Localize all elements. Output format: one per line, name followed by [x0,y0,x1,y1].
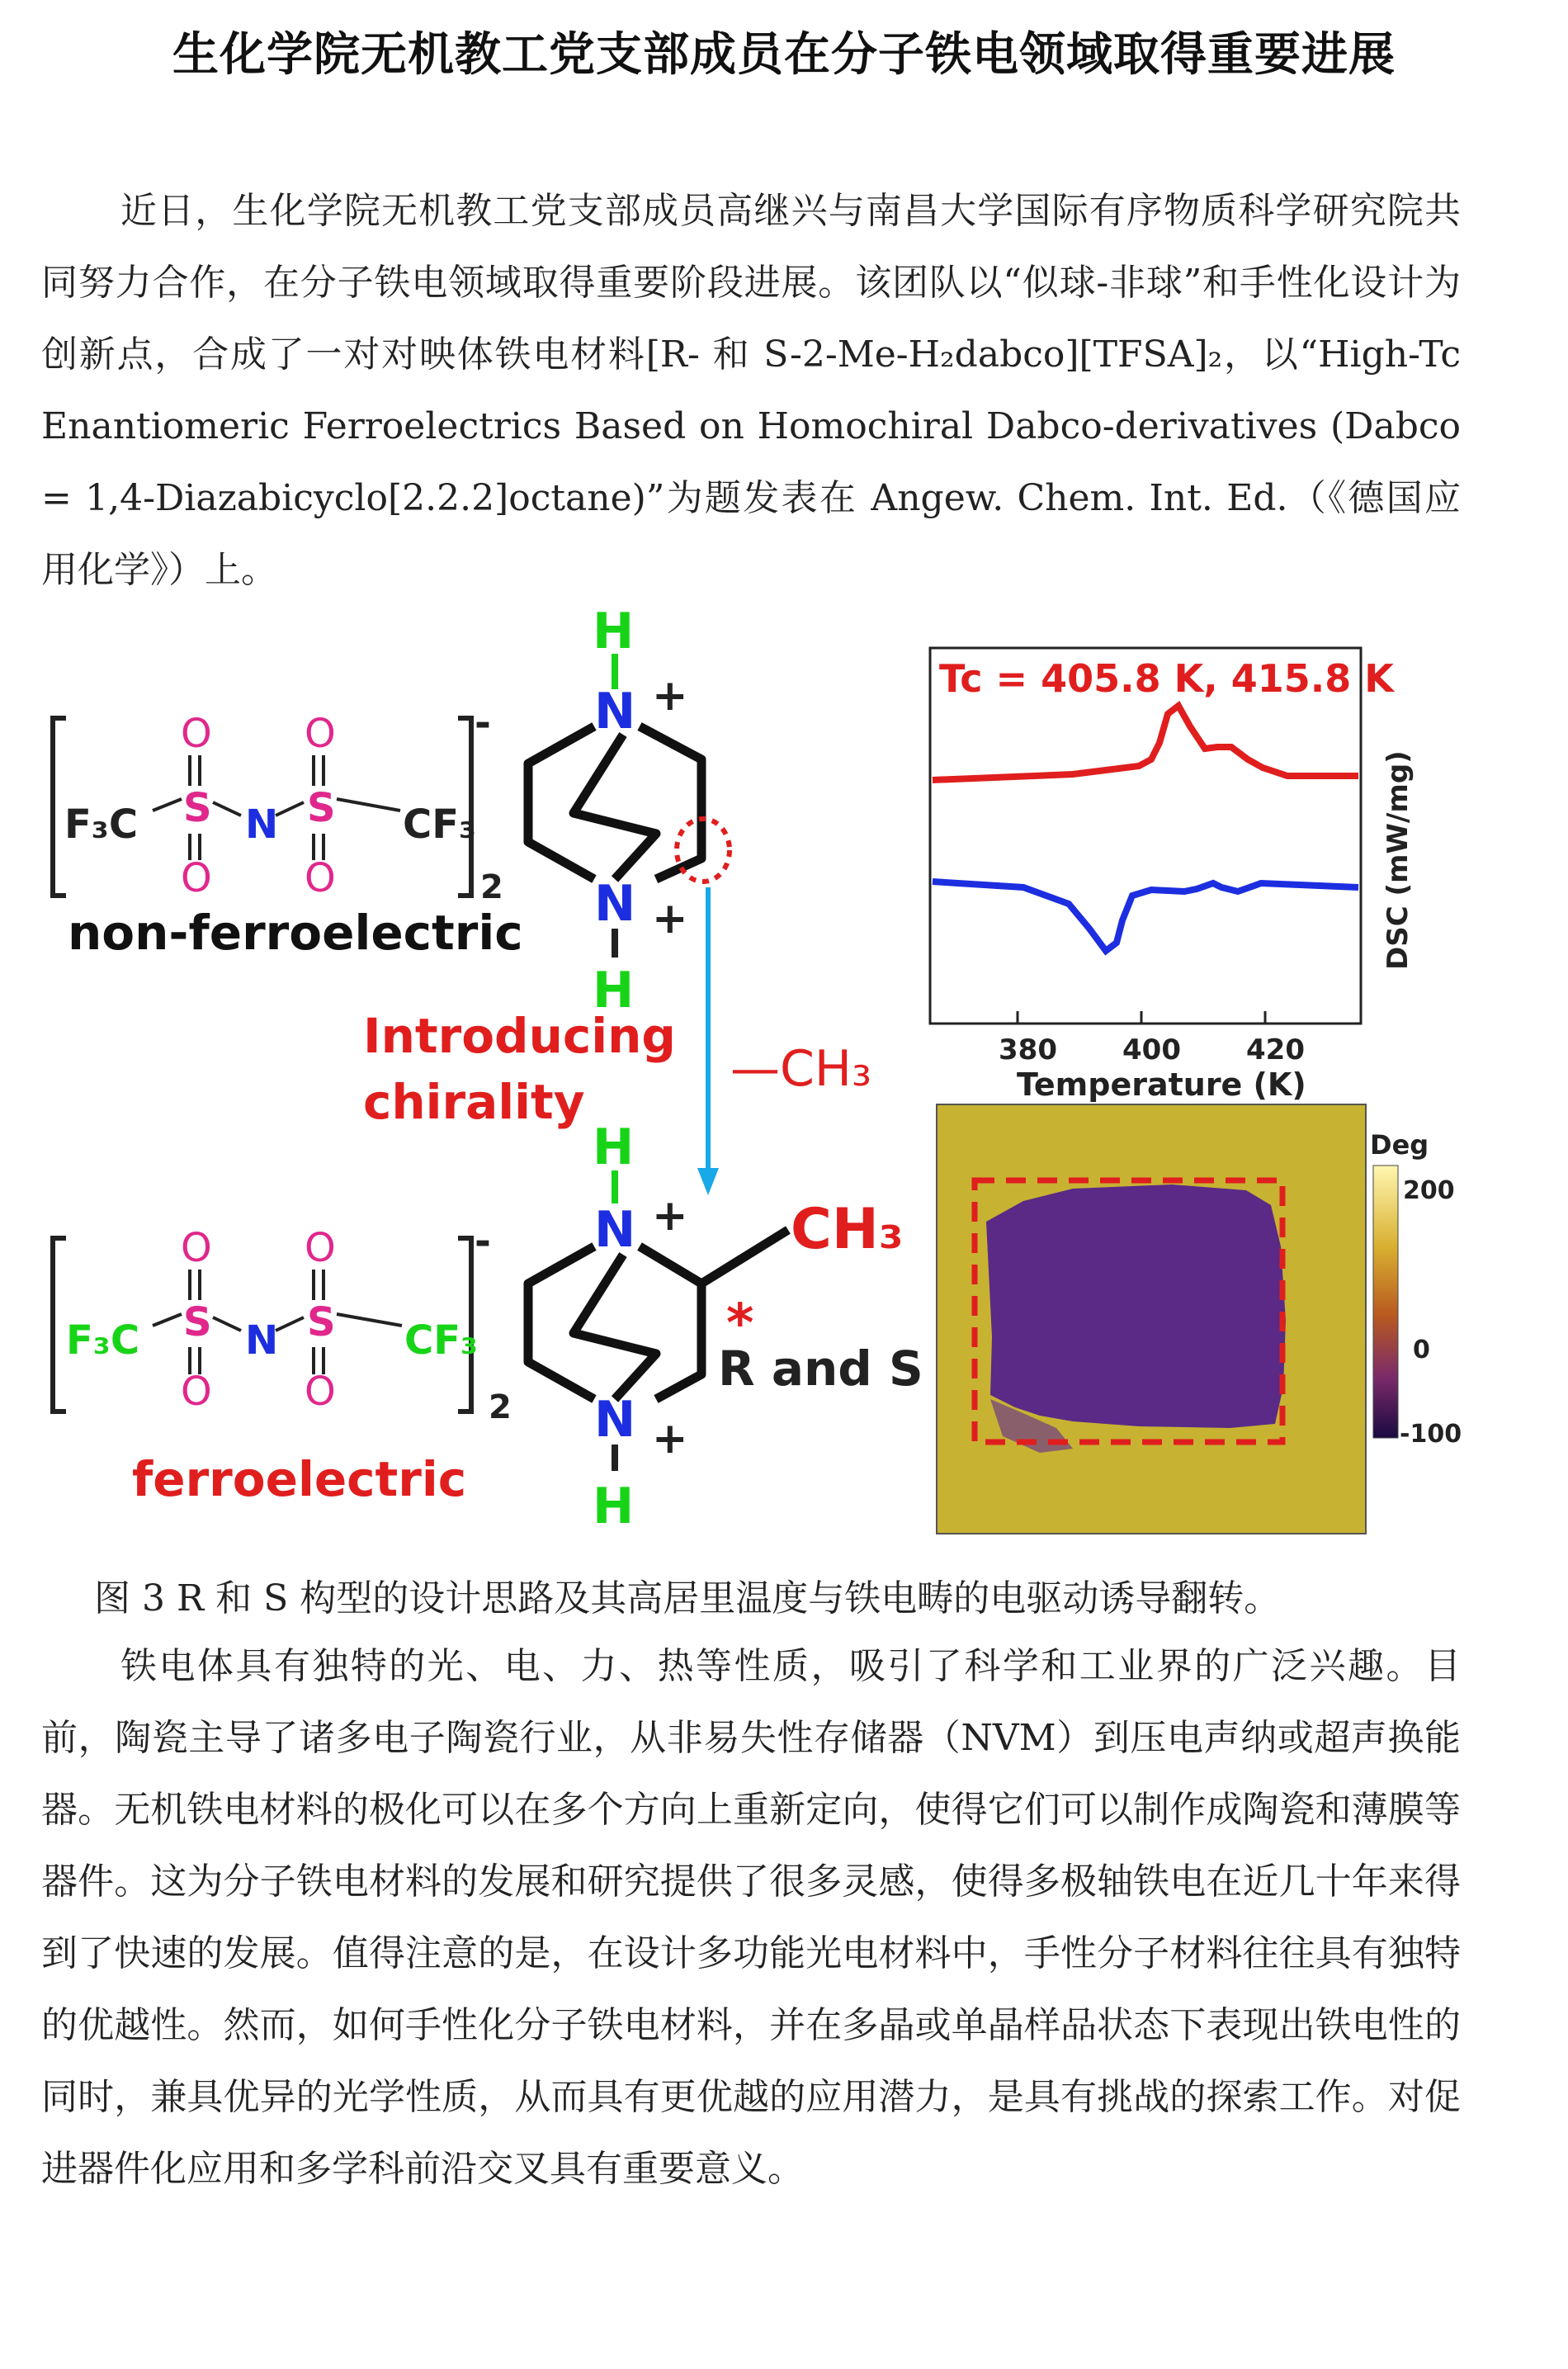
svg-text:+: + [652,894,688,943]
svg-text:-: - [475,1218,491,1265]
svg-text:O: O [305,1369,336,1415]
svg-text:H: H [593,1118,635,1176]
dabco-cation-bottom [528,1118,923,1535]
pfm-phase-image [937,1104,1462,1534]
tfsa-anion-bottom [53,1218,512,1426]
svg-text:CF₃: CF₃ [404,1317,479,1364]
dsc-plot [930,648,1415,1103]
svg-text:CF₃: CF₃ [403,801,477,848]
ch3-substituent: CH₃ [791,1197,904,1262]
svg-text:N: N [594,1201,636,1259]
paragraph-body: 铁电体具有独特的光、电、力、热等性质，吸引了科学和工业界的广泛兴趣。目前，陶瓷主导了诸多电子陶瓷行业，从非易失性存储器（NVM）到压电声纳或超声换能器。无机铁电材料的极化可以在多个方向上重新定向，使得它们可以制作成陶瓷和薄膜等器件。这为分子铁电材料的发展和研究提供了很多灵感，使得多极轴铁电在近几十年来得到了快速的发展。值得注意的是，在设计多功能光电材料中，手性分子材料往往具有独特的优越性。然而，如何手性化分子铁电材料，并在多晶或单晶样品状态下表现出铁电性的同时，兼具优异的光学性质，从而具有更优越的应用潜力，是具有挑战的探索工作。对促进器件化应用和多学科前沿交叉具有重要意义。 [41,1645,1461,2190]
svg-text:O: O [181,1369,212,1415]
figure-caption: 图 3 R 和 S 构型的设计思路及其高居里温度与铁电畴的电驱动诱导翻转。 [94,1577,1281,1620]
tfsa-anion-top [53,700,503,906]
svg-text:N: N [594,875,636,933]
dabco-cation-top [528,603,730,1019]
svg-text:O: O [181,855,212,901]
svg-text:F₃C: F₃C [66,1317,140,1364]
svg-text:0: 0 [1413,1336,1430,1364]
svg-text:S: S [183,1299,212,1345]
svg-text:+: + [652,671,688,721]
label-r-and-s: R and S [718,1341,923,1397]
paragraph-intro: 近日，生化学院无机教工党支部成员高继兴与南昌大学国际有序物质科学研究院共同努力合作，在分子铁电领域取得重要阶段进展。该团队以“似球-非球”和手性化设计为创新点，合成了一对对映体铁电材料[R- 和 S-2-Me-H₂dabco][TFSA]₂，以“High-Tc Enantiomeric Ferroelectrics Based on Homochiral Dabco-derivatives (Dabco = 1,4-Diazabicyclo[2.2.2]octane)”为题发表在 Angew. Chem. Int. Ed.（《德国应用化学》）上。 [41,190,1461,591]
svg-text:O: O [305,855,336,901]
svg-text:+: + [652,1191,688,1241]
svg-text:H: H [593,1478,635,1535]
svg-text:+: + [652,1414,688,1463]
svg-text:400: 400 [1122,1033,1181,1066]
svg-text:2: 2 [489,1388,512,1426]
svg-text:O: O [181,711,212,757]
svg-text:380: 380 [999,1033,1057,1066]
label-methyl: —CH₃ [730,1040,872,1098]
svg-text:S: S [307,1299,336,1345]
svg-text:-: - [475,700,491,746]
svg-text:*: * [726,1293,754,1355]
svg-text:O: O [305,1225,336,1271]
svg-text:O: O [305,711,336,757]
svg-text:O: O [181,1225,212,1271]
svg-text:N: N [245,1317,279,1364]
svg-text:S: S [183,785,212,831]
pfm-colorbar [1373,1166,1398,1438]
label-ferroelectric: ferroelectric [132,1451,467,1507]
label-non-ferroelectric: non-ferroelectric [68,905,523,961]
svg-text:N: N [594,1391,636,1449]
svg-text:F₃C: F₃C [64,801,139,848]
dsc-y-axis-label: DSC (mW/mg) [1381,750,1415,970]
svg-text:2: 2 [480,868,503,906]
dsc-x-axis-label: Temperature (K) [1017,1066,1306,1103]
svg-text:200: 200 [1403,1176,1455,1205]
svg-text:-100: -100 [1400,1420,1462,1449]
svg-text:420: 420 [1246,1033,1305,1066]
page-title: 生化学院无机教工党支部成员在分子铁电领域取得重要进展 [172,28,1396,82]
svg-text:H: H [593,962,635,1019]
svg-text:N: N [594,683,636,740]
label-chirality: chirality [363,1074,585,1130]
figure-3 [0,594,1568,1552]
label-introducing: Introducing [363,1008,676,1064]
svg-text:N: N [245,801,279,848]
dsc-tc-label: Tc = 405.8 K, 415.8 K [939,656,1394,701]
svg-text:S: S [307,785,336,831]
svg-text:H: H [593,603,635,660]
pfm-colorbar-unit: Deg [1370,1129,1429,1161]
